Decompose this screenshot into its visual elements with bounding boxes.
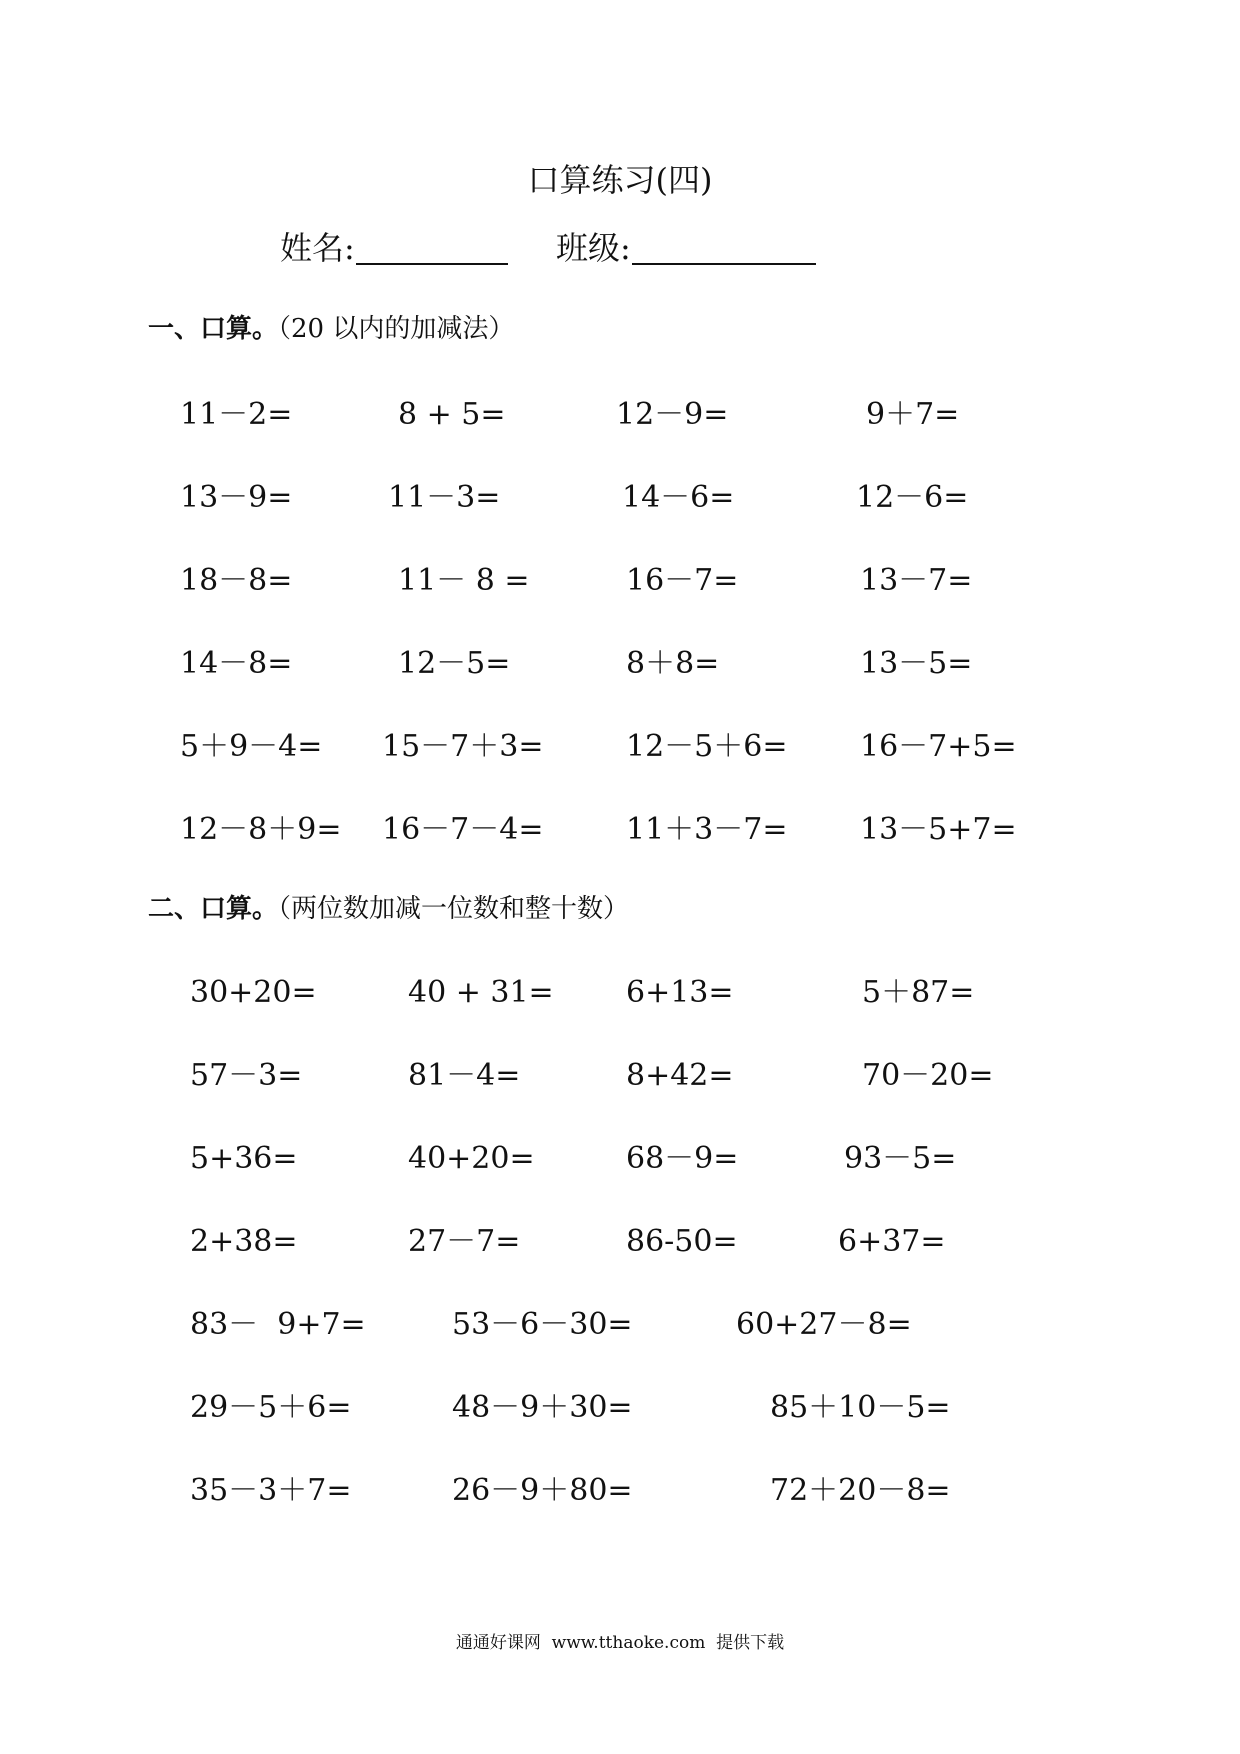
problem: 5+36= [190,1141,298,1176]
name-blank[interactable] [356,263,508,265]
problem: 70－20= [862,1058,994,1093]
problem: 68－9= [626,1141,739,1176]
problem: 14－8= [180,646,293,681]
problem: 13－7= [860,563,973,598]
problem: 8 + 5= [398,397,506,432]
problem: 5＋87= [862,975,975,1010]
section1-heading [148,312,514,346]
problem: 93－5= [844,1141,957,1176]
problem: 40 + 31= [408,975,554,1010]
class-label: 班级: [556,229,631,267]
problem: 29－5＋6= [190,1390,352,1425]
problem: 81－4= [408,1058,521,1093]
problem: 11－3= [388,480,501,515]
problem: 2+38= [190,1224,298,1259]
problem: 13－9= [180,480,293,515]
problem: 16－7+5= [860,729,1017,764]
problem: 11－2= [180,397,293,432]
problem: 30+20= [190,975,317,1010]
problem: 72＋20－8= [770,1473,951,1508]
problem: 14－6= [622,480,735,515]
class-blank[interactable] [632,263,816,265]
problem: 27－7= [408,1224,521,1259]
problem: 15－7＋3= [382,729,544,764]
problem: 53－6－30= [452,1307,633,1342]
problem: 9＋7= [866,397,960,432]
problem: 26－9＋80= [452,1473,633,1508]
problem: 11＋3－7= [626,812,788,847]
problem: 8+42= [626,1058,734,1093]
problem: 18－8= [180,563,293,598]
problem: 13－5+7= [860,812,1017,847]
section2-heading-note: （两位数加减一位数和整十数） [278,894,630,924]
problem: 40+20= [408,1141,535,1176]
section2-heading-label: 二、口算。 [148,894,279,924]
problem: 12－6= [856,480,969,515]
problem: 57－3= [190,1058,303,1093]
problem: 6+37= [838,1224,946,1259]
section1-heading-note: （20 以内的加减法） [278,314,515,344]
name-label: 姓名: [280,229,355,267]
problem: 12－9= [616,397,729,432]
problem: 60+27－8= [736,1307,912,1342]
problem: 16－7－4= [382,812,544,847]
problem: 11－ 8 = [398,563,530,598]
problem: 86-50= [626,1224,738,1259]
section2-heading [148,892,629,926]
problem: 13－5= [860,646,973,681]
problem: 8＋8= [626,646,720,681]
problem: 12－8＋9= [180,812,342,847]
problem: 12－5= [398,646,511,681]
page-title: 口算练习(四) [527,161,713,199]
problem: 83－ 9+7= [190,1307,366,1342]
problem: 5＋9－4= [180,729,323,764]
problem: 12－5＋6= [626,729,788,764]
problem: 85＋10－5= [770,1390,951,1425]
problem: 6+13= [626,975,734,1010]
problem: 48－9＋30= [452,1390,633,1425]
problem: 35－3＋7= [190,1473,352,1508]
problem: 16－7= [626,563,739,598]
footer-credit: 通通好课网 www.tthaoke.com 提供下载 [455,1633,785,1653]
section1-heading-label: 一、口算。 [148,314,279,344]
